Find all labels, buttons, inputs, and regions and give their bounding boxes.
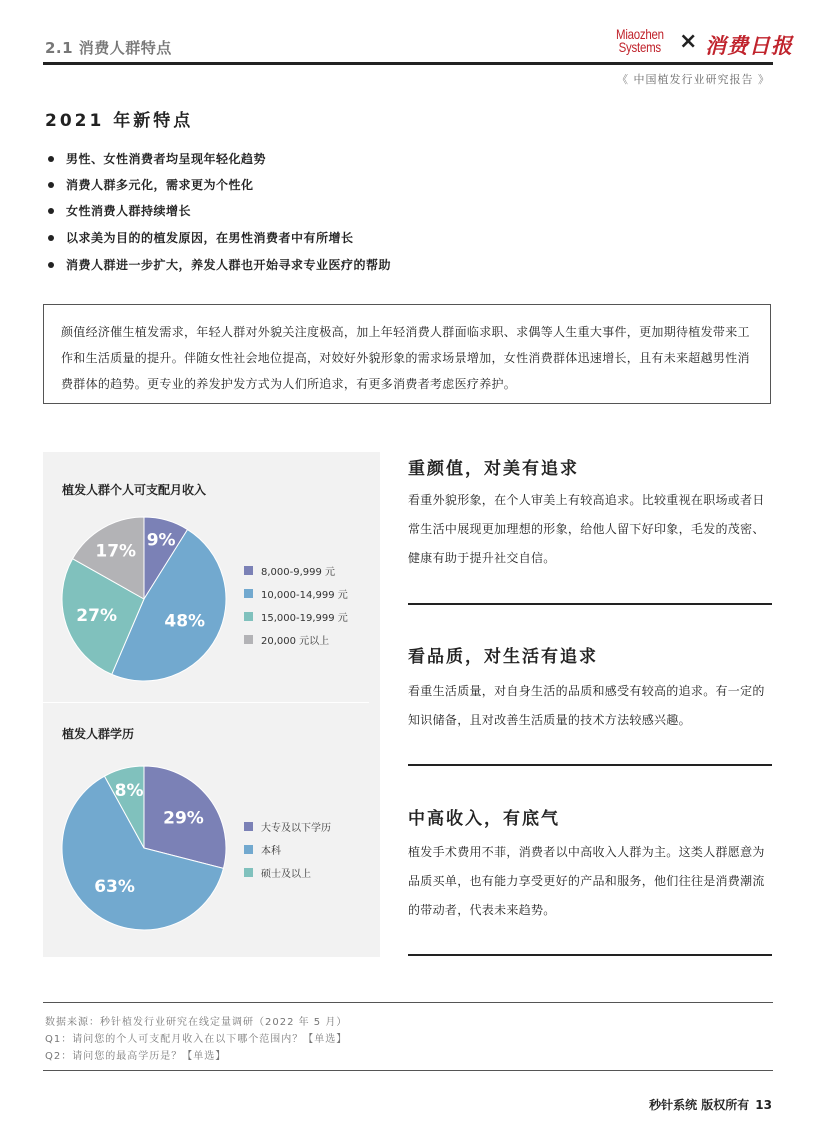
logo-times-sign: × — [679, 29, 698, 54]
legend-label: 硕士及以上 — [261, 869, 311, 880]
legend-label: 8,000-9,999 元 — [261, 567, 336, 578]
bullet-dot-icon — [48, 235, 54, 241]
feature-title-income: 中高收入，有底气 — [408, 809, 560, 829]
feature-text-quality: 看重生活质量，对自身生活的品质和感受有较高的追求。有一定的知识储备，且对改善生活质量的技术方法较感兴趣。 — [408, 684, 765, 727]
bullet-dot-icon — [48, 156, 54, 162]
xiaofei-ribao-logo: 消费日报 — [705, 33, 793, 58]
bullet-item — [45, 256, 391, 273]
features-2021-heading: 2021 年新特点 — [45, 111, 194, 131]
chart-panel-divider — [43, 702, 369, 703]
legend-item — [244, 609, 348, 624]
legend-item — [244, 586, 348, 601]
income-pie-chart — [60, 515, 228, 683]
intro-text: 颜值经济催生植发需求，年轻人群对外貌关注度极高，加上年轻消费人群面临求职、求偶等人生重大事件，更加期待植发带来工作和生活质量的提升。伴随女性社会地位提高，对姣好外貌形象的需求场景增加，女性消费群体迅速增长，且有未来超越男性消费群体的趋势。更专业的养发护发方式为人们所追求，有更多消费者考虑医疗养护。 — [61, 325, 750, 391]
miaozhen-logo-line1: Miaozhen — [616, 26, 664, 42]
miaozhen-logo-line2: Systems — [618, 39, 661, 55]
footer-divider — [43, 1070, 773, 1071]
bullet-item — [45, 229, 354, 246]
education-chart-title: 植发人群学历 — [62, 727, 135, 741]
pie-label-3: 27% — [76, 606, 117, 627]
intro-box — [43, 304, 771, 404]
education-legend — [244, 819, 331, 880]
bullet-dot-icon — [48, 208, 54, 214]
pie-label-1: 29% — [163, 808, 204, 829]
legend-label: 20,000 元以上 — [261, 636, 330, 647]
legend-item — [244, 632, 348, 647]
miaozhen-logo — [616, 28, 664, 54]
legend-swatch — [244, 566, 253, 575]
income-chart-title: 植发人群个人可支配月收入 — [62, 483, 207, 497]
report-name: 《 中国植发行业研究报告 》 — [617, 73, 770, 86]
bullet-text: 消费人群进一步扩大，养发人群也开始寻求专业医疗的帮助 — [66, 258, 392, 272]
feature-text-income: 植发手术费用不菲，消费者以中高收入人群为主。这类人群愿意为品质买单，也有能力享受更好的产品和服务，他们往往是消费潮流的带动者，代表未来趋势。 — [408, 845, 765, 917]
legend-label: 15,000-19,999 元 — [261, 613, 348, 624]
bullet-text: 女性消费人群持续增长 — [66, 204, 192, 218]
legend-label: 10,000-14,999 元 — [261, 590, 348, 601]
legend-label: 本科 — [261, 846, 281, 857]
legend-swatch — [244, 845, 253, 854]
pie-label-3: 8% — [114, 780, 144, 801]
legend-swatch — [244, 635, 253, 644]
legend-label: 大专及以下学历 — [261, 823, 331, 834]
legend-item — [244, 563, 348, 578]
feature-divider — [408, 954, 772, 956]
feature-divider — [408, 764, 772, 766]
source-note: 数据来源：秒针植发行业研究在线定量调研（2022 年 5 月） — [45, 1017, 348, 1028]
bullet-item — [45, 176, 254, 193]
question-note-1: Q1：请问您的个人可支配月收入在以下哪个范围内？【单选】 — [45, 1034, 348, 1045]
pie-label-2: 63% — [94, 876, 135, 897]
footer-divider — [43, 1002, 773, 1003]
legend-swatch — [244, 868, 253, 877]
legend-swatch — [244, 612, 253, 621]
feature-title-quality: 看品质，对生活有追求 — [408, 647, 598, 667]
legend-item — [244, 865, 331, 880]
copyright-text: 秒针系统 版权所有 — [649, 1098, 750, 1112]
feature-divider — [408, 603, 772, 605]
income-legend — [244, 563, 348, 647]
legend-item — [244, 819, 331, 834]
question-note-2: Q2：请问您的最高学历是？【单选】 — [45, 1051, 227, 1062]
bullet-text: 以求美为目的的植发原因，在男性消费者中有所增长 — [66, 231, 354, 245]
bullet-text: 男性、女性消费者均呈现年轻化趋势 — [66, 152, 267, 166]
page-number: 13 — [755, 1098, 772, 1112]
pie-label-2: 48% — [164, 611, 206, 632]
bullet-dot-icon — [48, 182, 54, 188]
feature-title-appearance: 重颜值，对美有追求 — [408, 459, 579, 479]
bullet-dot-icon — [48, 262, 54, 268]
legend-item — [244, 842, 331, 857]
legend-swatch — [244, 822, 253, 831]
section-title: 2.1 消费人群特点 — [45, 39, 172, 57]
bullet-item — [45, 202, 191, 219]
feature-text-appearance: 看重外貌形象，在个人审美上有较高追求。比较重视在职场或者日常生活中展现更加理想的形象，给他人留下好印象，毛发的茂密、健康有助于提升社交自信。 — [408, 493, 765, 565]
legend-swatch — [244, 589, 253, 598]
header-divider — [43, 62, 773, 65]
pie-label-1: 9% — [146, 530, 176, 551]
copyright — [649, 1096, 772, 1113]
pie-label-4: 17% — [95, 541, 137, 562]
education-pie-chart — [60, 764, 228, 932]
bullet-item — [45, 150, 266, 167]
bullet-text: 消费人群多元化，需求更为个性化 — [66, 178, 254, 192]
